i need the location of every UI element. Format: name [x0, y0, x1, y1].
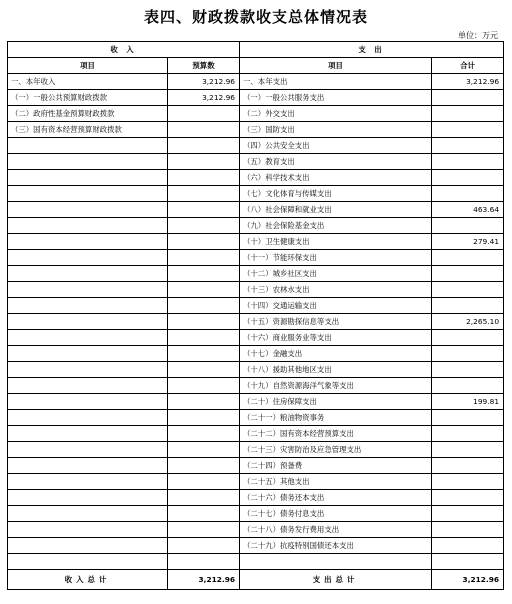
expense-value-cell [432, 458, 504, 474]
expense-item-cell: （十八）援助其他地区支出 [240, 362, 432, 378]
table-row [8, 442, 504, 458]
expense-value-cell [432, 506, 504, 522]
table-row [8, 314, 504, 330]
income-value-cell [168, 250, 240, 266]
income-item-cell: 一、本年收入 [8, 74, 168, 90]
income-value-cell [168, 474, 240, 490]
income-value-cell: 3,212.96 [168, 74, 240, 90]
income-value-cell [168, 202, 240, 218]
expense-value-cell [432, 426, 504, 442]
table-row [8, 122, 504, 138]
table-row [8, 250, 504, 266]
income-value-cell [168, 138, 240, 154]
expense-value-cell: 279.41 [432, 234, 504, 250]
income-value-cell [168, 154, 240, 170]
expense-value-cell [432, 346, 504, 362]
income-item-cell: （二）政府性基金预算财政拨款 [8, 106, 168, 122]
expense-value-cell [432, 522, 504, 538]
expense-item-cell: （十四）交通运输支出 [240, 298, 432, 314]
income-value-cell [168, 122, 240, 138]
expense-value-cell [432, 122, 504, 138]
expense-value-cell [432, 186, 504, 202]
income-item-cell [8, 506, 168, 522]
income-value-cell [168, 266, 240, 282]
income-value-cell [168, 330, 240, 346]
table-row [8, 266, 504, 282]
expense-item-cell: （七）文化体育与传媒支出 [240, 186, 432, 202]
table-row [8, 74, 504, 90]
expense-item-cell: （十）卫生健康支出 [240, 234, 432, 250]
expense-value-cell [432, 538, 504, 554]
table-row [8, 458, 504, 474]
table-row [8, 298, 504, 314]
table-row [8, 218, 504, 234]
income-value-cell [168, 410, 240, 426]
expense-value-cell [432, 154, 504, 170]
income-value-cell [168, 282, 240, 298]
table-row [8, 170, 504, 186]
table-row [8, 90, 504, 106]
section-header-row [8, 42, 504, 58]
table-row [8, 490, 504, 506]
income-value-cell [168, 186, 240, 202]
expense-item-cell: （二十三）灾害防治及应急管理支出 [240, 442, 432, 458]
page-title: 表四、财政拨款收支总体情况表 [143, 8, 368, 26]
income-value-cell [168, 522, 240, 538]
income-item-cell [8, 554, 168, 570]
income-item-cell [8, 170, 168, 186]
table-row [8, 554, 504, 570]
income-budget-header: 预算数 [168, 58, 240, 74]
column-header-row [8, 58, 504, 74]
table-row [8, 282, 504, 298]
table-row [8, 378, 504, 394]
income-value-cell [168, 442, 240, 458]
expense-item-cell: 一、本年支出 [240, 74, 432, 90]
expense-item-cell: （二十七）债务付息支出 [240, 506, 432, 522]
income-item-cell [8, 474, 168, 490]
income-item-cell [8, 458, 168, 474]
expense-item-header: 项目 [240, 58, 432, 74]
expense-item-cell: （十五）资源勘探信息等支出 [240, 314, 432, 330]
income-item-cell [8, 250, 168, 266]
expense-value-cell [432, 298, 504, 314]
income-item-cell [8, 234, 168, 250]
expense-item-cell: （八）社会保障和就业支出 [240, 202, 432, 218]
table-row [8, 538, 504, 554]
table-row [8, 522, 504, 538]
expense-value-cell [432, 378, 504, 394]
income-value-cell [168, 234, 240, 250]
income-value-cell [168, 490, 240, 506]
income-value-cell [168, 394, 240, 410]
table-row [8, 138, 504, 154]
income-item-cell [8, 394, 168, 410]
expense-value-cell: 199.81 [432, 394, 504, 410]
income-item-cell [8, 202, 168, 218]
income-value-cell [168, 106, 240, 122]
income-item-cell [8, 266, 168, 282]
expense-item-cell: （二十六）债务还本支出 [240, 490, 432, 506]
income-total-value: 3,212.96 [168, 570, 240, 590]
expense-item-cell: （二十）住房保障支出 [240, 394, 432, 410]
income-value-cell: 3,212.96 [168, 90, 240, 106]
expense-value-cell: 463.64 [432, 202, 504, 218]
expense-item-cell: （十六）商业服务业等支出 [240, 330, 432, 346]
income-item-cell [8, 298, 168, 314]
table-row [8, 426, 504, 442]
expense-value-cell [432, 266, 504, 282]
income-item-cell: （一）一般公共预算财政拨款 [8, 90, 168, 106]
income-item-cell [8, 522, 168, 538]
income-value-cell [168, 346, 240, 362]
expense-item-cell: （十二）城乡社区支出 [240, 266, 432, 282]
expense-value-cell [432, 218, 504, 234]
expense-value-cell [432, 106, 504, 122]
expense-value-cell: 3,212.96 [432, 74, 504, 90]
expense-value-cell [432, 282, 504, 298]
income-value-cell [168, 538, 240, 554]
income-item-cell [8, 490, 168, 506]
income-item-header: 项目 [8, 58, 168, 74]
table-row [8, 202, 504, 218]
table-row [8, 394, 504, 410]
expense-total-value: 3,212.96 [432, 570, 504, 590]
expense-item-cell: （二）外交支出 [240, 106, 432, 122]
income-value-cell [168, 458, 240, 474]
expense-value-cell [432, 474, 504, 490]
table-row [8, 106, 504, 122]
income-value-cell [168, 378, 240, 394]
income-item-cell [8, 154, 168, 170]
expense-total-header: 合计 [432, 58, 504, 74]
expense-header: 支 出 [240, 42, 504, 58]
table-row [8, 186, 504, 202]
expense-item-cell: （二十二）国有资本经营预算支出 [240, 426, 432, 442]
income-item-cell [8, 346, 168, 362]
unit-label: 单位：万元 [458, 31, 498, 40]
income-value-cell [168, 554, 240, 570]
expense-item-cell: （三）国防支出 [240, 122, 432, 138]
table-row [8, 362, 504, 378]
income-item-cell [8, 314, 168, 330]
income-item-cell [8, 282, 168, 298]
income-item-cell [8, 426, 168, 442]
expense-value-cell [432, 250, 504, 266]
table-row [8, 410, 504, 426]
expense-value-cell [432, 330, 504, 346]
income-total-label: 收入总计 [8, 570, 168, 590]
expense-item-cell: （二十五）其他支出 [240, 474, 432, 490]
income-item-cell [8, 410, 168, 426]
expense-value-cell [432, 554, 504, 570]
income-item-cell [8, 378, 168, 394]
income-item-cell [8, 138, 168, 154]
expense-item-cell: （五）教育支出 [240, 154, 432, 170]
expense-value-cell [432, 90, 504, 106]
expense-item-cell: （十三）农林水支出 [240, 282, 432, 298]
table-row [8, 506, 504, 522]
table-row [8, 474, 504, 490]
expense-value-cell [432, 138, 504, 154]
income-header: 收 入 [8, 42, 240, 58]
table-row [8, 154, 504, 170]
expense-item-cell: （一）一般公共服务支出 [240, 90, 432, 106]
income-value-cell [168, 218, 240, 234]
expense-value-cell [432, 442, 504, 458]
table-row [8, 330, 504, 346]
income-item-cell [8, 538, 168, 554]
expense-item-cell: （六）科学技术支出 [240, 170, 432, 186]
expense-item-cell: （十一）节能环保支出 [240, 250, 432, 266]
income-item-cell [8, 442, 168, 458]
table-row [8, 234, 504, 250]
expense-value-cell [432, 410, 504, 426]
expense-item-cell: （二十四）预备费 [240, 458, 432, 474]
expense-total-label: 支出总计 [240, 570, 432, 590]
expense-item-cell: （十七）金融支出 [240, 346, 432, 362]
fiscal-appropriation-table [7, 41, 504, 590]
income-item-cell: （三）国有资本经营预算财政拨款 [8, 122, 168, 138]
income-value-cell [168, 362, 240, 378]
expense-value-cell [432, 490, 504, 506]
income-item-cell [8, 218, 168, 234]
expense-value-cell [432, 170, 504, 186]
income-value-cell [168, 506, 240, 522]
totals-row [8, 570, 504, 590]
expense-item-cell: （二十八）债务发行费用支出 [240, 522, 432, 538]
income-value-cell [168, 426, 240, 442]
income-item-cell [8, 330, 168, 346]
expense-item-cell: （四）公共安全支出 [240, 138, 432, 154]
expense-value-cell: 2,265.10 [432, 314, 504, 330]
expense-value-cell [432, 362, 504, 378]
income-value-cell [168, 298, 240, 314]
expense-item-cell: （十九）自然资源海洋气象等支出 [240, 378, 432, 394]
income-item-cell [8, 186, 168, 202]
expense-item-cell: （九）社会保险基金支出 [240, 218, 432, 234]
income-value-cell [168, 170, 240, 186]
income-value-cell [168, 314, 240, 330]
expense-item-cell: （二十一）粮油物资事务 [240, 410, 432, 426]
expense-item-cell: （二十九）抗疫特别国债还本支出 [240, 538, 432, 554]
income-item-cell [8, 362, 168, 378]
table-row [8, 346, 504, 362]
expense-item-cell [240, 554, 432, 570]
